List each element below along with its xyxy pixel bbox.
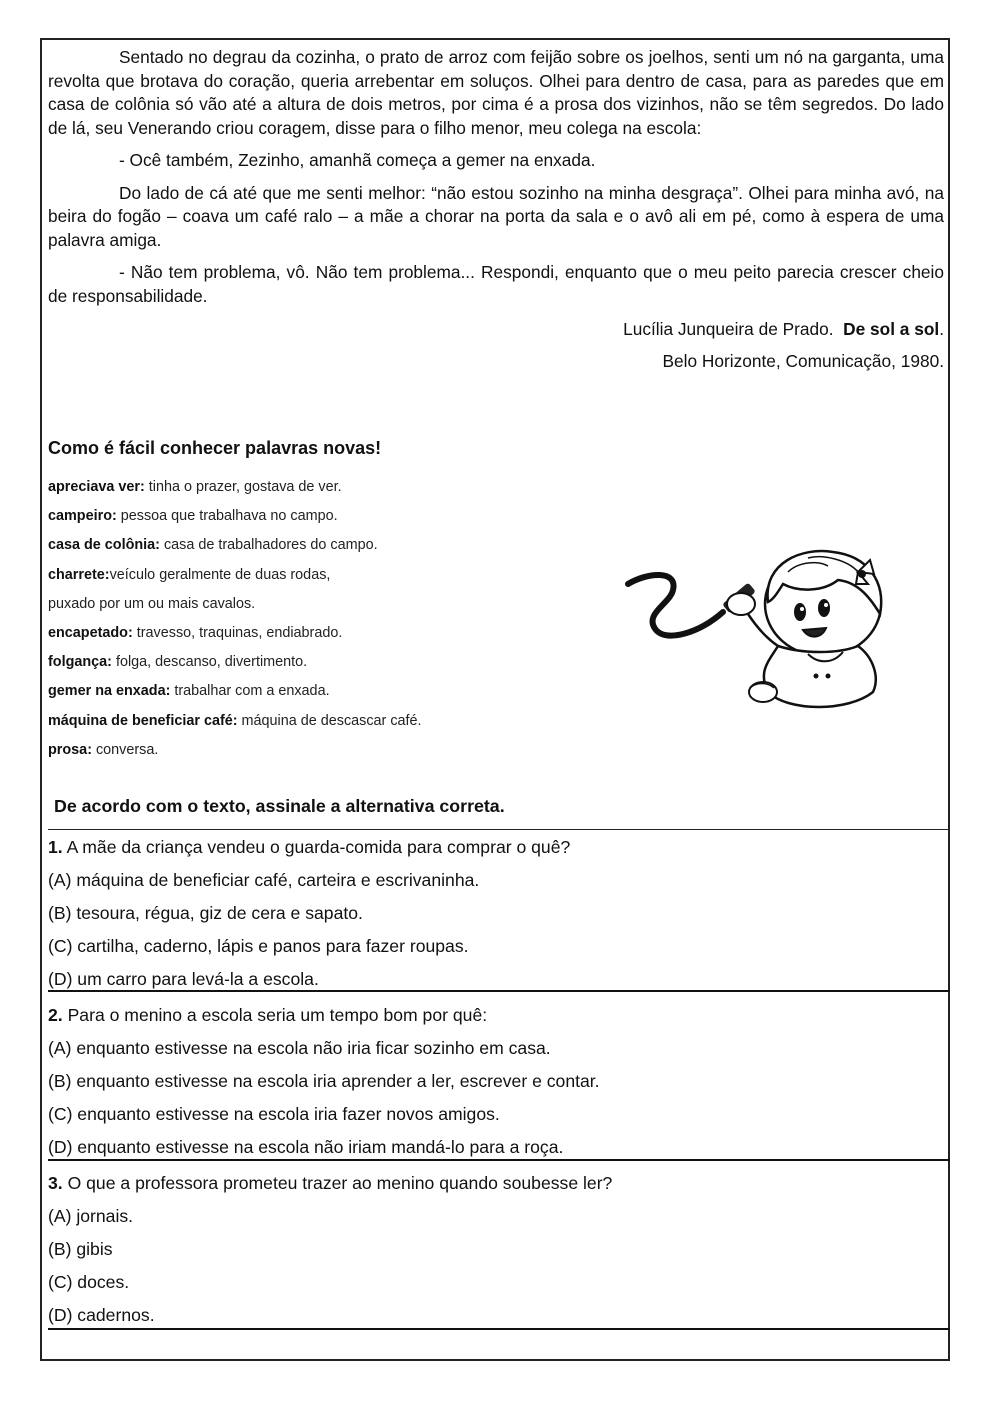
vocabulary-term: encapetado: xyxy=(48,624,133,641)
reading-passage xyxy=(48,46,944,373)
answer-option-a[interactable]: (A) jornais. xyxy=(48,1206,134,1226)
vocabulary-entry xyxy=(48,736,608,765)
answer-option-c[interactable]: (C) enquanto estivesse na escola iria fazer novos amigos. xyxy=(48,1104,500,1124)
vocabulary-term: máquina de beneficiar café: xyxy=(48,712,238,729)
book-title-period: . xyxy=(939,319,944,339)
questions-instruction: De acordo com o texto, assinale a alternativa correta. xyxy=(54,796,505,816)
vocabulary-entry xyxy=(48,473,608,502)
publication-info: Belo Horizonte, Comunicação, 1980. xyxy=(662,351,944,371)
question-text xyxy=(48,999,944,1032)
vocabulary-title: Como é fácil conhecer palavras novas! xyxy=(48,438,382,458)
question-3 xyxy=(48,1167,944,1332)
vocabulary-entry xyxy=(48,619,608,648)
girl-drawing-illustration xyxy=(618,542,938,722)
answer-option-b[interactable]: (B) enquanto estivesse na escola iria aprender a ler, escrever e contar. xyxy=(48,1071,600,1091)
question-number: 1. xyxy=(48,837,63,857)
vocabulary-entry xyxy=(48,531,608,560)
vocabulary-term: folgança: xyxy=(48,654,112,671)
passage-paragraph-2: - Ocê também, Zezinho, amanhã começa a gemer na enxada. xyxy=(119,150,596,170)
vocabulary-entry xyxy=(48,648,608,677)
divider xyxy=(48,1328,950,1330)
question-text xyxy=(48,831,944,864)
answer-option-d[interactable]: (D) cadernos. xyxy=(48,1305,155,1325)
vocabulary-definition: folga, descanso, divertimento. xyxy=(111,654,308,671)
question-1 xyxy=(48,831,944,996)
vocabulary-entry xyxy=(48,590,608,619)
vocabulary-entry xyxy=(48,502,608,531)
vocabulary-term: gemer na enxada: xyxy=(48,683,171,700)
divider xyxy=(48,829,950,830)
answer-option-a[interactable]: (A) enquanto estivesse na escola não iria ficar sozinho em casa. xyxy=(48,1038,551,1058)
vocabulary-definition: travesso, traquinas, endiabrado. xyxy=(132,624,343,641)
answer-option-b[interactable]: (B) gibis xyxy=(48,1239,113,1259)
vocabulary-entry xyxy=(48,561,608,590)
vocabulary-definition: puxado por um ou mais cavalos. xyxy=(48,595,256,612)
author-name: Lucília Junqueira de Prado. xyxy=(623,319,834,339)
question-prompt: O que a professora prometeu trazer ao menino quando soubesse ler? xyxy=(62,1173,613,1193)
vocabulary-definition: veículo geralmente de duas rodas, xyxy=(109,566,331,583)
passage-paragraph-3: Do lado de cá até que me senti melhor: “não estou sozinho na minha desgraça”. Olhei para minha avó, na beira do fogão – coava um café ralo – a mãe a chorar na porta da sala e o avô ali em pé, como à espera de uma palavra amiga. xyxy=(48,182,944,250)
vocabulary-definition: pessoa que trabalhava no campo. xyxy=(116,508,338,525)
book-title: De sol a sol xyxy=(843,319,940,339)
divider xyxy=(48,990,950,992)
vocabulary-entry xyxy=(48,677,608,706)
question-prompt: A mãe da criança vendeu o guarda-comida para comprar o quê? xyxy=(62,837,571,857)
answer-option-a[interactable]: (A) máquina de beneficiar café, carteira e escrivaninha. xyxy=(48,870,480,890)
passage-paragraph-4: - Não tem problema, vô. Não tem problema... Respondi, enquanto que o meu peito parecia crescer cheio de responsabilidade. xyxy=(48,262,944,306)
vocabulary-term: prosa: xyxy=(48,741,92,758)
question-number: 2. xyxy=(48,1005,63,1025)
vocabulary-term: apreciava ver: xyxy=(48,479,145,495)
vocabulary-term: campeiro: xyxy=(48,508,117,525)
question-2 xyxy=(48,999,944,1164)
answer-option-d[interactable]: (D) enquanto estivesse na escola não iriam mandá-lo para a roça. xyxy=(48,1137,564,1157)
worksheet-frame xyxy=(40,38,950,1361)
source-credit xyxy=(48,317,944,341)
vocabulary-list xyxy=(48,473,608,765)
question-prompt: Para o menino a escola seria um tempo bom por quê: xyxy=(62,1005,488,1025)
vocabulary-definition: máquina de descascar café. xyxy=(237,712,422,729)
answer-option-c[interactable]: (C) cartilha, caderno, lápis e panos para fazer roupas. xyxy=(48,936,469,956)
divider xyxy=(48,1159,950,1161)
vocabulary-term: charrete: xyxy=(48,566,110,583)
vocabulary-definition: trabalhar com a enxada. xyxy=(170,683,330,700)
passage-paragraph-1: Sentado no degrau da cozinha, o prato de arroz com feijão sobre os joelhos, senti um nó na garganta, uma revolta que brotava do coração, queria arrebentar em soluços. Olhei para dentro de casa, para as paredes que em casa de colônia só vão até a altura de dois metros, por cima é a prosa dos vizinhos, não se têm segredos. Do lado de lá, seu Venerando criou coragem, disse para o filho menor, meu colega na escola: xyxy=(48,47,944,138)
vocabulary-definition: casa de trabalhadores do campo. xyxy=(159,537,378,554)
answer-option-b[interactable]: (B) tesoura, régua, giz de cera e sapato. xyxy=(48,903,363,923)
question-text xyxy=(48,1167,944,1200)
vocabulary-entry xyxy=(48,707,608,736)
answer-option-c[interactable]: (C) doces. xyxy=(48,1272,130,1292)
vocabulary-term: casa de colônia: xyxy=(48,537,160,554)
answer-option-d[interactable]: (D) um carro para levá-la a escola. xyxy=(48,969,319,989)
vocabulary-definition: tinha o prazer, gostava de ver. xyxy=(144,479,342,495)
question-number: 3. xyxy=(48,1173,63,1193)
vocabulary-definition: conversa. xyxy=(91,741,159,758)
